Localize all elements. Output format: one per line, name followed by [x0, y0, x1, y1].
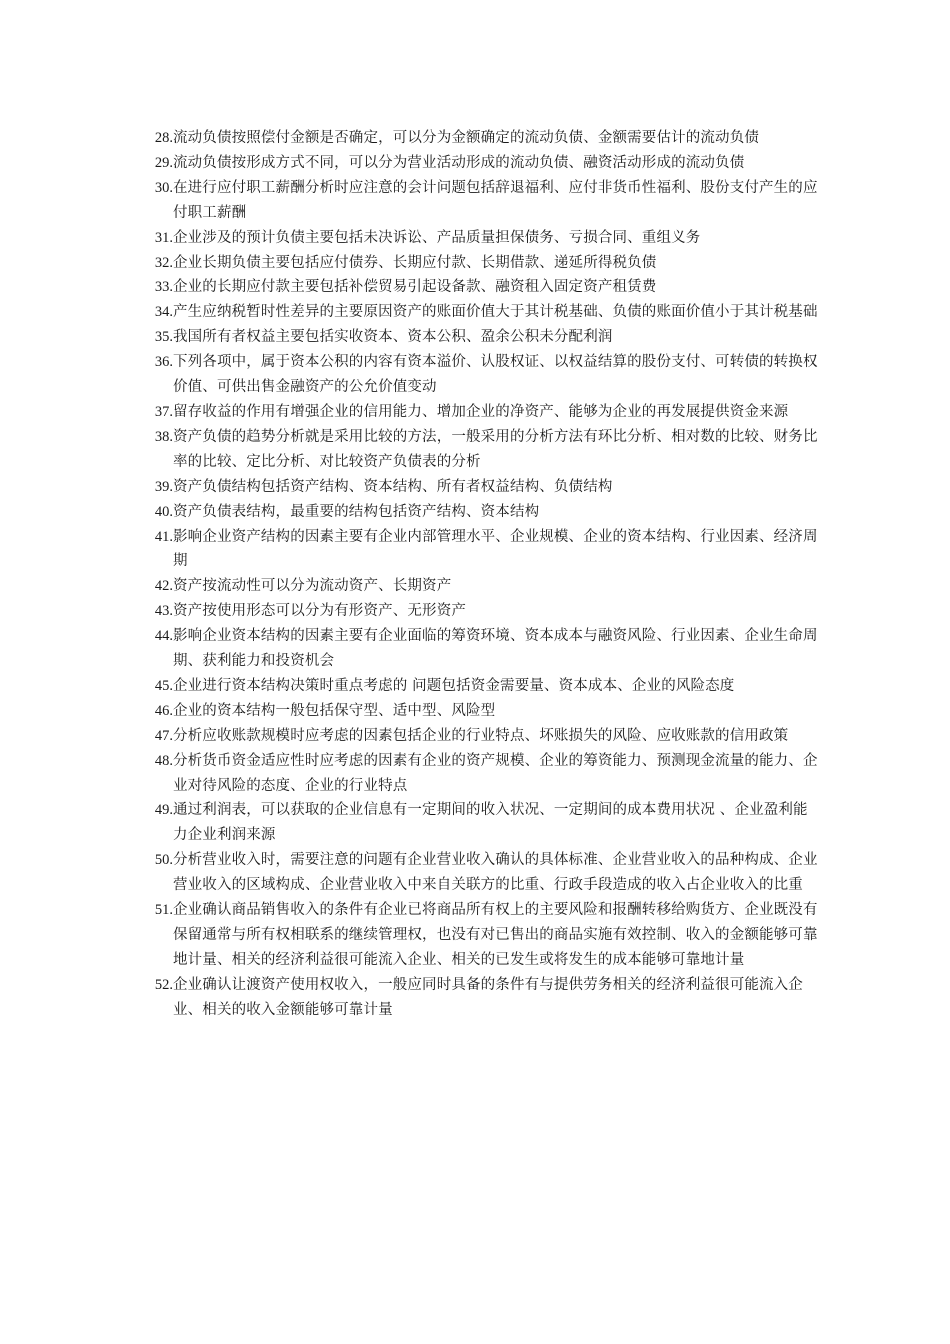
item-number: 32. [154, 254, 173, 271]
item-text: 留存收益的作用有增强企业的信用能力、增加企业的净资产、能够为企业的再发展提供资金来源 [173, 403, 789, 420]
item-text: 流动负债按形成方式不同，可以分为营业活动形成的流动负债、融资活动形成的流动负债 [173, 154, 745, 171]
item-number: 41. [154, 528, 173, 545]
list-item [138, 325, 818, 350]
item-number: 45. [154, 677, 173, 694]
list-item [138, 425, 818, 475]
item-text: 企业进行资本结构决策时重点考虑的 问题包括资金需要量、资本成本、企业的风险态度 [173, 677, 735, 694]
numbered-list [138, 126, 818, 1023]
item-number: 28. [154, 130, 173, 146]
item-text: 产生应纳税暂时性差异的主要原因资产的账面价值大于其计税基础、负债的账面价值小于其计税基础 [173, 304, 818, 321]
item-number: 46. [154, 702, 173, 719]
item-number: 39. [154, 478, 173, 495]
list-item [138, 151, 818, 176]
list-item [138, 275, 818, 300]
item-number: 42. [154, 578, 173, 595]
list-item [138, 798, 818, 848]
item-text: 分析货币资金适应性时应考虑的因素有企业的资产规模、企业的筹资能力、预测现金流量的能力、企业对待风险的态度、企业的行业特点 [173, 752, 818, 794]
item-number: 52. [154, 976, 173, 993]
list-item [138, 749, 818, 799]
item-number: 33. [154, 279, 173, 296]
item-text: 我国所有者权益主要包括实收资本、资本公积、盈余公积未分配利润 [173, 329, 613, 346]
item-text: 分析营业收入时，需要注意的问题有企业营业收入确认的具体标准、企业营业收入的品种构成、企业营业收入的区域构成、企业营业收入中来自关联方的比重、行政手段造成的收入占企业收入的比重 [173, 852, 818, 894]
item-number: 30. [154, 179, 173, 196]
item-number: 43. [154, 603, 173, 620]
item-text: 企业确认商品销售收入的条件有企业已将商品所有权上的主要风险和报酬转移给购货方、企业既没有保留通常与所有权相联系的继续管理权，也没有对已售出的商品实施有效控制、收入的金额能够可靠地计量、相关的经济利益很可能流入企业、相关的已发生或将发生的成本能够可靠地计量 [173, 902, 818, 968]
list-item [138, 574, 818, 599]
item-text: 企业的长期应付款主要包括补偿贸易引起设备款、融资租入固定资产租赁费 [173, 279, 657, 296]
item-text: 影响企业资产结构的因素主要有企业内部管理水平、企业规模、企业的资本结构、行业因素、经济周期 [173, 528, 818, 570]
item-number: 36. [154, 354, 173, 371]
list-item [138, 400, 818, 425]
list-item [138, 699, 818, 724]
item-text: 资产负债的趋势分析就是采用比较的方法，一般采用的分析方法有环比分析、相对数的比较、财务比率的比较、定比分析、对比较资产负债表的分析 [173, 428, 818, 470]
list-item [138, 848, 818, 898]
item-number: 49. [154, 802, 173, 819]
item-number: 38. [154, 428, 173, 445]
list-item [138, 226, 818, 251]
item-number: 29. [154, 154, 173, 171]
list-item [138, 500, 818, 525]
list-item [138, 724, 818, 749]
list-item [138, 674, 818, 699]
item-number: 35. [154, 329, 173, 346]
item-number: 37. [154, 403, 173, 420]
item-number: 44. [154, 628, 173, 645]
list-item [138, 300, 818, 325]
item-text: 企业长期负债主要包括应付债券、长期应付款、长期借款、递延所得税负债 [173, 254, 657, 271]
item-text: 企业涉及的预计负债主要包括未决诉讼、产品质量担保债务、亏损合同、重组义务 [173, 229, 701, 246]
list-item [138, 475, 818, 500]
item-text: 资产负债结构包括资产结构、资本结构、所有者权益结构、负债结构 [173, 478, 613, 495]
list-item [138, 525, 818, 575]
list-item [138, 973, 818, 1023]
list-item [138, 126, 818, 151]
item-number: 40. [154, 503, 173, 520]
item-text: 企业的资本结构一般包括保守型、适中型、风险型 [173, 702, 496, 719]
item-text: 企业确认让渡资产使用权收入，一般应同时具备的条件有与提供劳务相关的经济利益很可能流入企业、相关的收入金额能够可靠计量 [173, 976, 803, 1018]
item-text: 分析应收账款规模时应考虑的因素包括企业的行业特点、坏账损失的风险、应收账款的信用政策 [173, 727, 789, 744]
list-item [138, 176, 818, 226]
item-number: 31. [154, 229, 173, 246]
item-text: 通过利润表，可以获取的企业信息有一定期间的收入状况、一定期间的成本费用状况 、企业盈利能力企业利润来源 [173, 802, 808, 844]
list-item [138, 599, 818, 624]
item-text: 资产负债表结构，最重要的结构包括资产结构、资本结构 [173, 503, 540, 520]
item-number: 47. [154, 727, 173, 744]
item-text: 下列各项中，属于资本公积的内容有资本溢价、认股权证、以权益结算的股份支付、可转债的转换权价值、可供出售金融资产的公允价值变动 [173, 354, 818, 396]
list-item [138, 898, 818, 973]
item-text: 资产按使用形态可以分为有形资产、无形资产 [173, 603, 466, 620]
item-number: 51. [154, 902, 173, 919]
item-text: 流动负债按照偿付金额是否确定，可以分为金额确定的流动负债、金额需要估计的流动负债 [173, 130, 759, 146]
item-text: 影响企业资本结构的因素主要有企业面临的筹资环境、资本成本与融资风险、行业因素、企业生命周期、获利能力和投资机会 [173, 628, 818, 670]
item-number: 34. [154, 304, 173, 321]
item-number: 50. [154, 852, 173, 869]
list-item [138, 350, 818, 400]
item-text: 在进行应付职工薪酬分析时应注意的会计问题包括辞退福利、应付非货币性福利、股份支付产生的应付职工薪酬 [173, 179, 818, 221]
list-item [138, 251, 818, 276]
item-number: 48. [154, 752, 173, 769]
item-text: 资产按流动性可以分为流动资产、长期资产 [173, 578, 452, 595]
list-item [138, 624, 818, 674]
